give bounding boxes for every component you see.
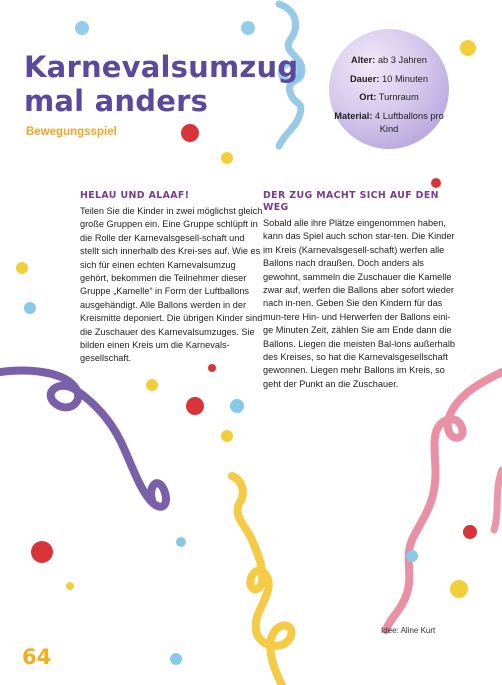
idea-credit: Idee: Aline Kurt [381, 626, 436, 635]
confetti-dot [31, 541, 53, 563]
confetti-dot [406, 550, 418, 562]
confetti-dot [24, 302, 36, 314]
confetti-dot [431, 178, 441, 188]
info-material: Material: 4 Luftballons pro Kind [334, 110, 444, 134]
confetti-dot [460, 40, 476, 56]
confetti-dot [450, 580, 468, 598]
page-title [24, 50, 298, 118]
confetti-dot [463, 525, 477, 539]
confetti-dot [221, 430, 233, 442]
confetti-dot [186, 397, 204, 415]
info-location: Ort: Turnraum [359, 92, 419, 102]
pink-streamer [386, 372, 502, 630]
confetti-dot [241, 21, 255, 35]
confetti-dot [66, 582, 74, 590]
section-body: Sobald alle ihre Plätze eingenommen haben, kann das Spiel auch schon star-ten. Die Kinder im Kreis (Karnevalsgesell-schaft) werfen alle Ballons nach draußen. Doch anders als gewohnt, sammeln die Zuschauer die Kamelle zwar auf, werfen die Ballons aber sofort wieder nach in-nen. Geben Sie den Kindern für das mun-tere Hin- und Herwerfen der Ballons eini-ge Minuten Zeit, zählen Sie am Ende dann die Ballons. Liegen die meisten Bal-lons außerhalb des Kreises, so hat die Karnevalsgesellschaft gewonnen. Liegen mehr Ballons im Kreis, so geht der Punkt an die Zuschauer. [263, 218, 456, 389]
subtitle: Bewegungsspiel [26, 126, 117, 138]
title-line-2: mal anders [24, 84, 209, 118]
section-helau [80, 190, 265, 366]
section-zug [263, 190, 459, 391]
section-body: Teilen Sie die Kinder in zwei möglichst gleich große Gruppen ein. Eine Gruppe schlüpft in die Rolle der Karnevalsgesell-schaft und stellt sich innerhalb des Krei-ses auf. Wie es sich für einen echten Karnevalsumzug gehört, bekommen die Teilnehmer dieser Gruppe „Kamelle“ in Form der Luftballons ausgehändigt. Alle Ballons werden in der Kreismitte deponiert. Die übrigen Kinder sind die Zuschauer des Karnevalsumzuges. Sie bilden einen Kreis um die Karnevals-gesellschaft. [80, 206, 263, 364]
title-line-1: Karnevalsumzug [24, 50, 299, 84]
confetti-dot [176, 537, 186, 547]
confetti-dot [146, 379, 158, 391]
info-duration: Dauer: 10 Minuten [349, 73, 429, 84]
confetti-dot [230, 399, 244, 413]
purple-streamer [0, 371, 166, 507]
confetti-dot [181, 124, 199, 142]
section-heading: DER ZUG MACHT SICH AUF DEN WEG [263, 190, 439, 213]
pink-streamer-tail [494, 470, 502, 530]
confetti-dot [170, 653, 182, 665]
confetti-dot [221, 152, 233, 164]
section-heading: HELAU UND ALAAF! [80, 190, 190, 201]
yellow-streamer [232, 476, 291, 685]
confetti-dot [75, 21, 89, 35]
info-age: Alter: ab 3 Jahren [351, 55, 427, 65]
page-number: 64 [22, 645, 52, 669]
confetti-dot [16, 262, 28, 274]
info-list [329, 54, 449, 141]
